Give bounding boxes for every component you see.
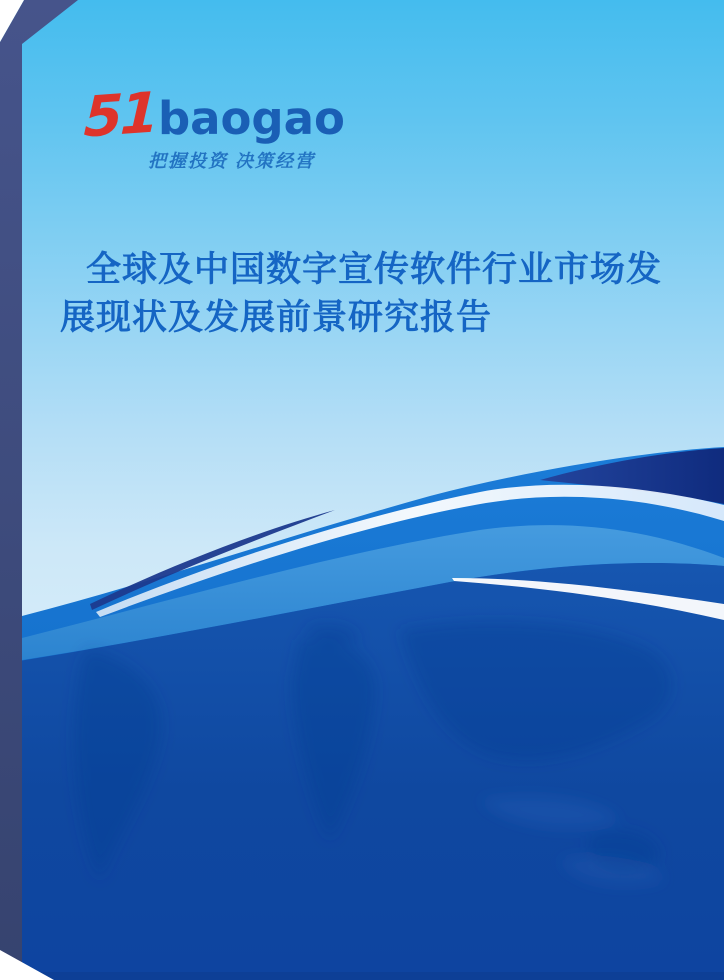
report-title-line2: 展现状及发展前景研究报告: [60, 298, 493, 337]
logo-baogao-text: baogao: [157, 92, 345, 145]
logo-51-mark: 51: [82, 80, 158, 151]
logo: [82, 80, 345, 173]
report-title: [60, 246, 676, 342]
report-title-line1: 全球及中国数字宣传软件行业市场发: [86, 250, 663, 289]
bottom-edge-strip: [0, 972, 724, 980]
logo-tagline: 把握投资 决策经营: [148, 151, 316, 171]
